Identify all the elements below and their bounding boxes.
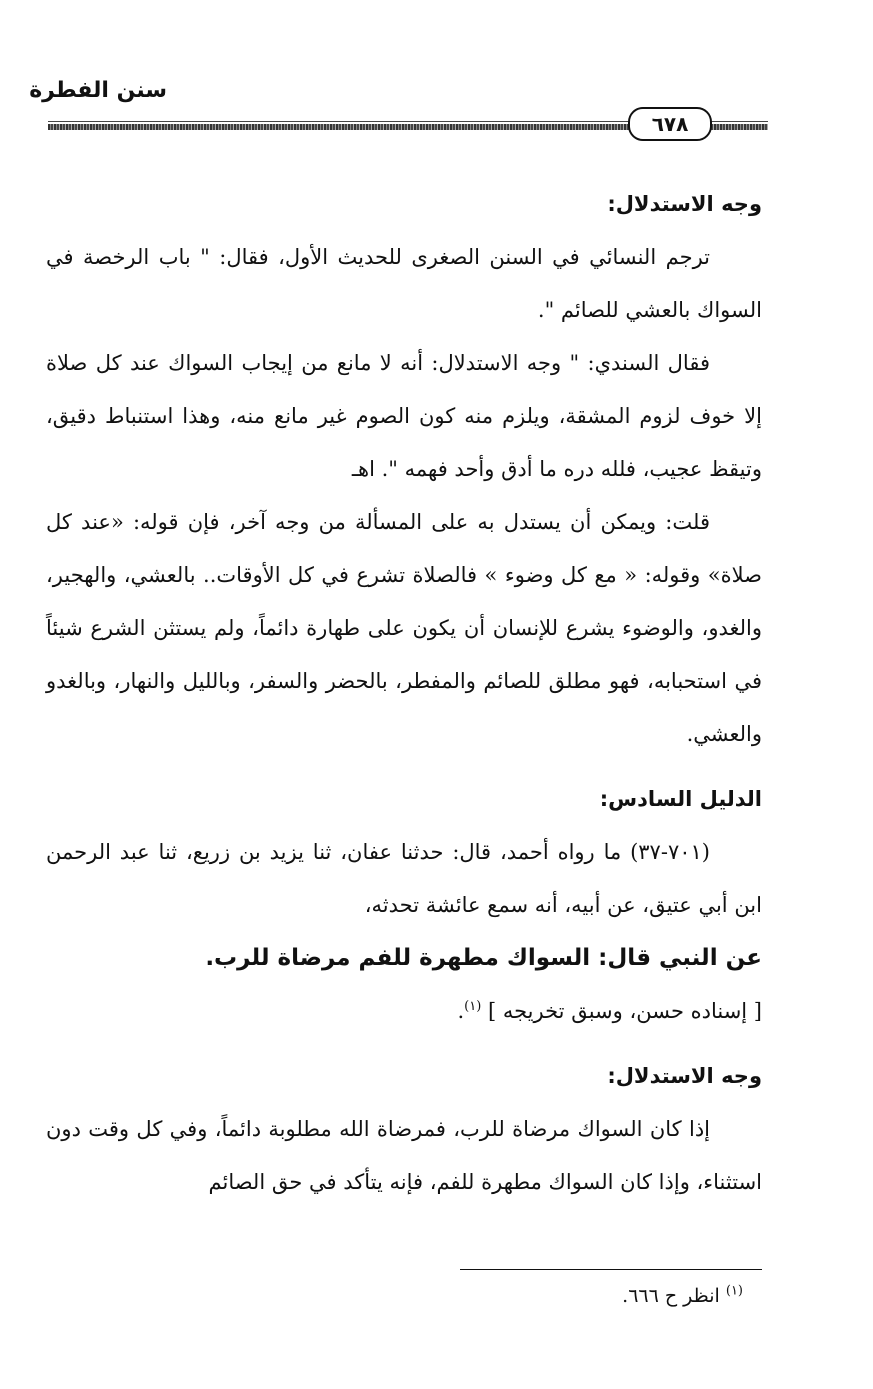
hadith-isnad: (٧٠١-٣٧) ما رواه أحمد، قال: حدثنا عفان، ثنا يزيد بن زريع، ثنا عبد الرحمن ابن أبي عتيق، عن أبيه، أنه سمع عائشة تحدثه، (46, 840, 762, 917)
paragraph: فقال السندي: " وجه الاستدلال: أنه لا مانع من إيجاب السواك عند كل صلاة إلا خوف لزوم المشقة، ويلزم منه كون الصوم غير مانع منه، وهذا استنباط دقيق، وتيقظ عجيب، فلله دره ما أدق وأحد فهمه ". اهـ (46, 351, 762, 481)
section-heading: وجه الاستدلال: (607, 1064, 762, 1088)
footnote-text: انظر ح ٦٦٦. (622, 1285, 720, 1307)
grade-end: . (457, 999, 465, 1023)
footnote-ref: (١) (464, 999, 482, 1014)
hadith-grade (46, 985, 762, 1038)
footnote-marker: (١) (725, 1283, 743, 1299)
running-title: سنن الفطرة (29, 78, 167, 103)
footnote-rule (460, 1269, 762, 1270)
page-body (46, 178, 762, 1209)
paragraph: إذا كان السواك مرضاة للرب، فمرضاة الله مطلوبة دائماً، وفي كل وقت دون استثناء، وإذا كان السواك مطهرة للفم، فإنه يتأكد في حق الصائم (46, 1117, 762, 1194)
paragraph: قلت: ويمكن أن يستدل به على المسألة من وجه آخر، فإن قوله: «عند كل صلاة» وقوله: « مع كل وضوء » فالصلاة تشرع في كل الأوقات.. بالعشي، والهجير، والغدو، والوضوء يشرع للإنسان أن يكون على طهارة دائماً، ولم يستثن الشرع شيئاً في استحبابه، فهو مطلق للصائم والمفطر، بالحضر والسفر، وبالليل والنهار، وبالغدو والعشي. (46, 510, 762, 746)
paragraph: ترجم النسائي في السنن الصغرى للحديث الأول، فقال: " باب الرخصة في السواك بالعشي للصائم ". (46, 245, 762, 322)
page-number: ٦٧٨ (628, 107, 712, 141)
footnote (622, 1285, 743, 1307)
section-heading: وجه الاستدلال: (607, 192, 762, 216)
grade-text: [ إسناده حسن، وسبق تخريجه ] (488, 999, 762, 1023)
section-heading: الدليل السادس: (599, 787, 762, 811)
hadith-matn: عن النبي قال: السواك مطهرة للفم مرضاة للرب. (205, 945, 762, 971)
